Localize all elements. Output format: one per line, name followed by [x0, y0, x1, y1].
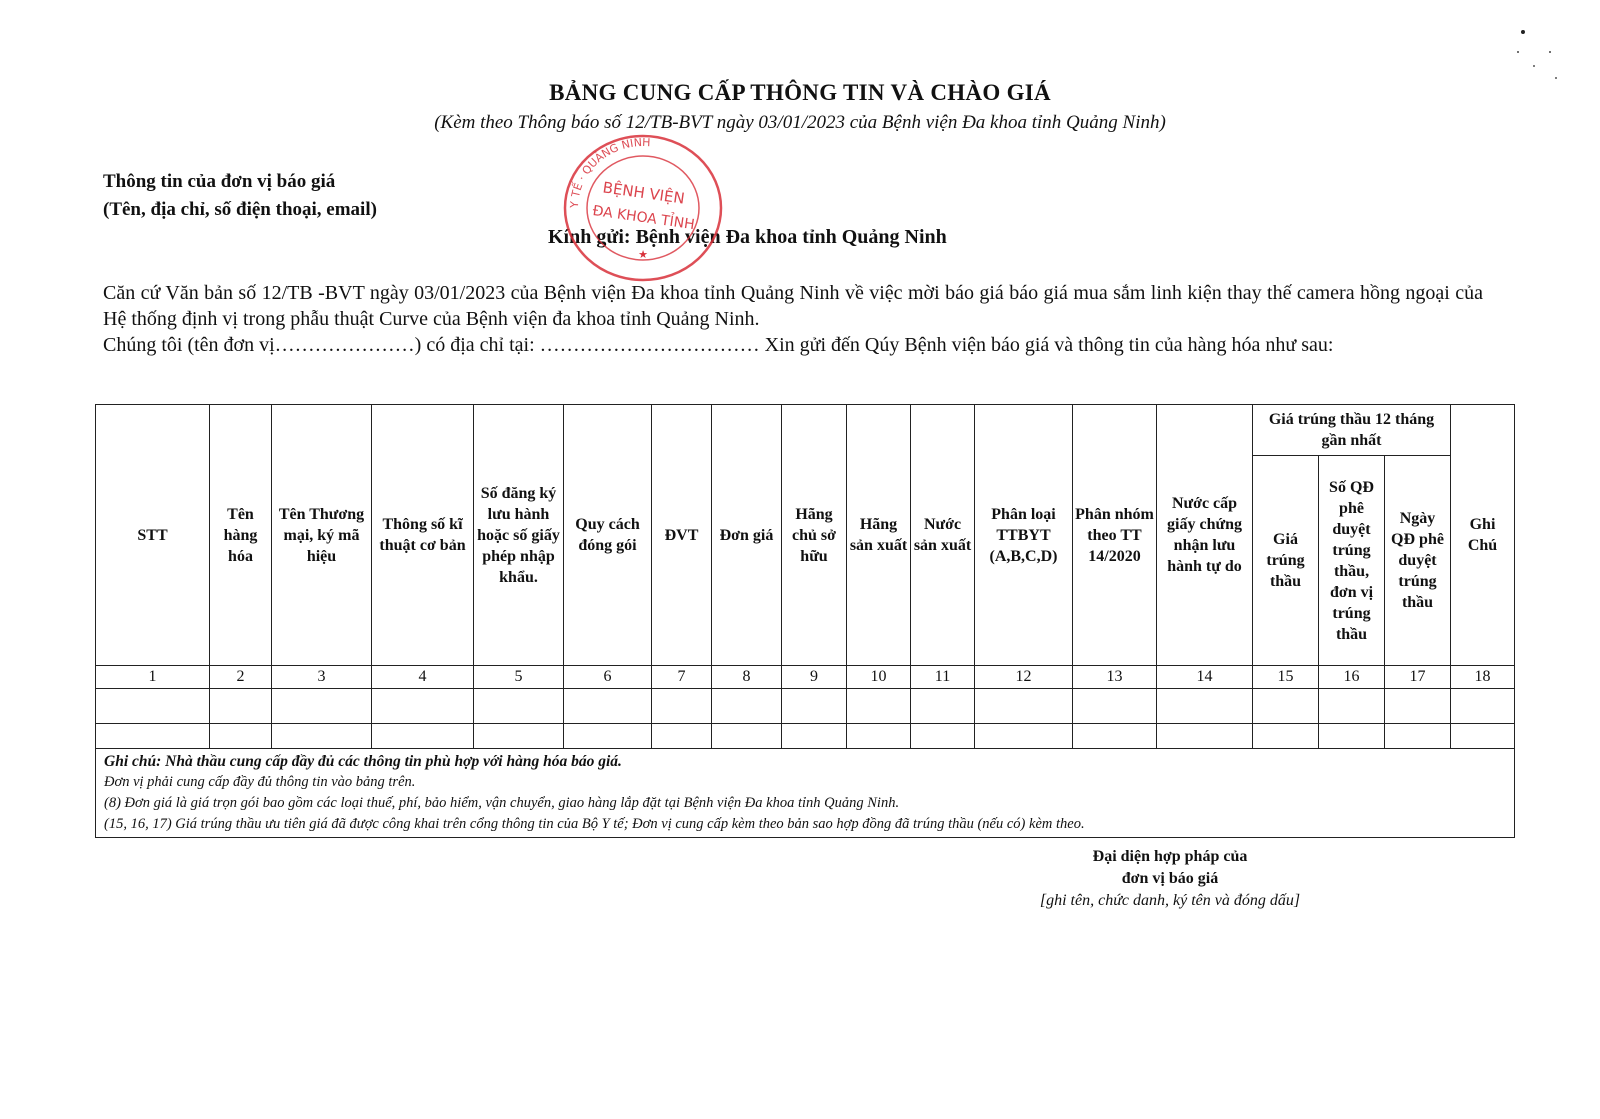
unit-info-line2: (Tên, địa chỉ, số điện thoại, email) — [103, 199, 377, 220]
header-so-qd: Số QĐ phê duyệt trúng thầu, đơn vị trúng thầu — [1319, 456, 1385, 666]
table-row — [96, 724, 1515, 749]
body-text — [103, 280, 1483, 358]
col-num: 4 — [372, 666, 474, 689]
col-num: 5 — [474, 666, 564, 689]
col-num: 10 — [847, 666, 911, 689]
col-num: 6 — [564, 666, 652, 689]
body-paragraph-1: Căn cứ Văn bản số 12/TB -BVT ngày 03/01/2023 của Bệnh viện Đa khoa tỉnh Quảng Ninh về việc mời báo giá báo giá mua sắm linh kiện thay thế camera hồng ngoại của Hệ thống định vị trong phẫu thuật Curve của Bệnh viện đa khoa tỉnh Quảng Ninh. — [103, 282, 1483, 330]
signature-line3: [ghi tên, chức danh, ký tên và đóng dấu] — [1039, 892, 1301, 909]
header-phan-loai: Phân loại TTBYT (A,B,C,D) — [975, 405, 1073, 666]
header-nuoc-san-xuat: Nước sản xuất — [911, 405, 975, 666]
table-row — [96, 689, 1515, 724]
col-num: 16 — [1319, 666, 1385, 689]
col-num: 1 — [96, 666, 210, 689]
stamp-ring-text: Y TẾ · QUẢNG NINH — [567, 135, 651, 209]
header-hang-chu-so-huu: Hãng chủ sở hữu — [782, 405, 847, 666]
recipient-line: Kính gửi: Bệnh viện Đa khoa tỉnh Quảng Ninh — [548, 226, 947, 248]
note-line: (8) Đơn giá là giá trọn gói bao gồm các loại thuế, phí, bảo hiểm, vận chuyển, giao hàng lắp đặt tại Bệnh viện Đa khoa tỉnh Quảng Ninh. — [104, 795, 900, 811]
header-ngay-qd: Ngày QĐ phê duyệt trúng thầu — [1385, 456, 1451, 666]
note-line: (15, 16, 17) Giá trúng thầu ưu tiên giá đã được công khai trên cổng thông tin của Bộ Y tế; Đơn vị cung cấp kèm theo bản sao hợp đồng đã trúng thầu (nếu có) kèm theo. — [104, 816, 1085, 832]
column-number-row — [96, 666, 1515, 689]
note-line: Đơn vị phải cung cấp đầy đủ thông tin vào bảng trên. — [104, 774, 416, 790]
document-title: BẢNG CUNG CẤP THÔNG TIN VÀ CHÀO GIÁ — [549, 80, 1051, 105]
header-don-gia: Đơn giá — [712, 405, 782, 666]
notes-row — [96, 749, 1515, 838]
col-num: 7 — [652, 666, 712, 689]
unit-info-block — [103, 168, 377, 224]
col-num: 12 — [975, 666, 1073, 689]
document-subtitle: (Kèm theo Thông báo số 12/TB-BVT ngày 03/01/2023 của Bệnh viện Đa khoa tỉnh Quảng Ninh) — [434, 112, 1166, 133]
note-line: Ghi chú: Nhà thầu cung cấp đầy đủ các thông tin phù hợp với hàng hóa báo giá. — [104, 753, 622, 770]
col-num: 3 — [272, 666, 372, 689]
header-quy-cach: Quy cách đóng gói — [564, 405, 652, 666]
unit-info-line1: Thông tin của đơn vị báo giá — [103, 171, 336, 192]
table-header-row — [96, 405, 1515, 456]
header-hang-san-xuat: Hãng sản xuất — [847, 405, 911, 666]
header-ghi-chu: Ghi Chú — [1451, 405, 1515, 666]
hospital-stamp — [558, 132, 728, 284]
stamp-line1: BỆNH VIỆN — [601, 178, 686, 208]
col-num: 2 — [210, 666, 272, 689]
col-num: 13 — [1073, 666, 1157, 689]
signature-line1: Đại diện hợp pháp của — [1092, 848, 1248, 865]
col-num: 14 — [1157, 666, 1253, 689]
stamp-star-icon: ★ — [638, 249, 648, 261]
header-so-dang-ky: Số đăng ký lưu hành hoặc số giấy phép nhập khẩu. — [474, 405, 564, 666]
scan-specks — [1480, 20, 1560, 90]
header-stt: STT — [96, 405, 210, 666]
col-num: 17 — [1385, 666, 1451, 689]
header-phan-nhom: Phân nhóm theo TT 14/2020 — [1073, 405, 1157, 666]
header-dvt: ĐVT — [652, 405, 712, 666]
signature-line2: đơn vị báo giá — [1121, 870, 1219, 887]
col-num: 9 — [782, 666, 847, 689]
quotation-table — [95, 404, 1515, 838]
header-ten-thuong-mai: Tên Thương mại, ký mã hiệu — [272, 405, 372, 666]
header-thong-so: Thông số kĩ thuật cơ bản — [372, 405, 474, 666]
header-gia-trung-thau-group: Giá trúng thầu 12 tháng gần nhất — [1253, 405, 1451, 456]
body-paragraph-2: Chúng tôi (tên đơn vị…………………) có địa chỉ tại: …………………………… Xin gửi đến Qúy Bệnh viện báo giá và thông tin của hàng hóa như sau: — [103, 334, 1334, 356]
col-num: 15 — [1253, 666, 1319, 689]
header-ten-hang-hoa: Tên hàng hóa — [210, 405, 272, 666]
col-num: 8 — [712, 666, 782, 689]
table-notes — [96, 749, 1515, 838]
col-num: 11 — [911, 666, 975, 689]
stamp-line2: ĐA KHOA TỈNH — [591, 202, 696, 234]
col-num: 18 — [1451, 666, 1515, 689]
header-nuoc-cap-giay: Nước cấp giấy chứng nhận lưu hành tự do — [1157, 405, 1253, 666]
header-gia-trung-thau: Giá trúng thầu — [1253, 456, 1319, 666]
